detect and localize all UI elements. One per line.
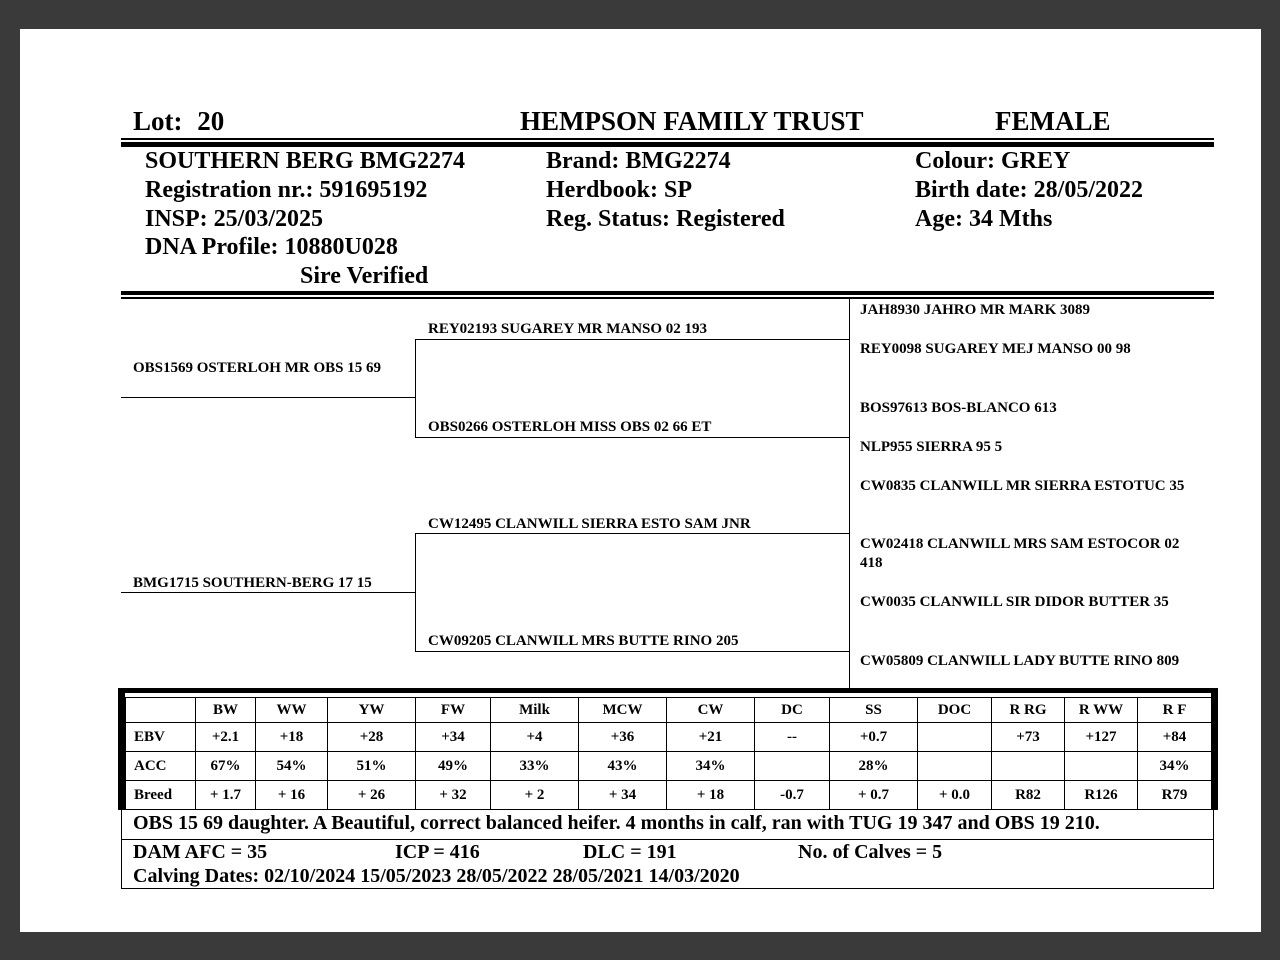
- pedigree-ggp-8: CW05809 CLANWILL LADY BUTTE RINO 809: [860, 653, 1180, 669]
- animal-name: SOUTHERN BERG BMG2274: [145, 148, 466, 174]
- ebv-cell: [755, 752, 830, 781]
- calving-dates: Calving Dates: 02/10/2024 15/05/2023 28/05/2022 28/05/2021 14/03/2020: [133, 865, 740, 887]
- ebv-table: [125, 697, 1212, 810]
- age: Age: 34 Mths: [915, 206, 1053, 232]
- breed-row: [126, 781, 1212, 810]
- ebv-cell: 28%: [830, 752, 918, 781]
- details-rule-bottom: [121, 297, 1214, 299]
- ebv-cell: + 0.0: [918, 781, 992, 810]
- dam-sire-line: [415, 533, 850, 534]
- ebv-col-header: DC: [755, 698, 830, 723]
- birth-date: Birth date: 28/05/2022: [915, 177, 1143, 203]
- pedigree-ggp-3: BOS97613 BOS-BLANCO 613: [860, 400, 1057, 416]
- ebv-row-label: EBV: [126, 723, 196, 752]
- ebv-cell: R79: [1138, 781, 1212, 810]
- ebv-cell: +2.1: [196, 723, 256, 752]
- pedigree-sire-sire: REY02193 SUGAREY MR MANSO 02 193: [428, 321, 708, 337]
- ebv-cell: +127: [1065, 723, 1138, 752]
- pedigree-dam-sire: CW12495 CLANWILL SIERRA ESTO SAM JNR: [428, 516, 751, 532]
- ebv-cell: + 2: [491, 781, 579, 810]
- ebv-cell: +4: [491, 723, 579, 752]
- ebv-cell: --: [755, 723, 830, 752]
- sire-verified: Sire Verified: [300, 263, 429, 289]
- ebv-cell: + 0.7: [830, 781, 918, 810]
- notes-box-right: [1213, 809, 1214, 889]
- ebv-col-header: FW: [416, 698, 491, 723]
- ebv-cell: 67%: [196, 752, 256, 781]
- dam-afc: DAM AFC = 35: [133, 841, 268, 863]
- header-rule-bottom: [121, 142, 1214, 147]
- ebv-col-header: SS: [830, 698, 918, 723]
- lot-label: [133, 106, 224, 137]
- pedigree-ggp-5: CW0835 CLANWILL MR SIERRA ESTOTUC 35: [860, 478, 1185, 494]
- pedigree-ggp-1: JAH8930 JAHRO MR MARK 3089: [860, 302, 1090, 318]
- ebv-cell: +34: [416, 723, 491, 752]
- dam-dam-line: [415, 651, 850, 652]
- details-rule-top: [121, 291, 1214, 295]
- ebv-row: [126, 723, 1212, 752]
- ebv-col-header: YW: [328, 698, 416, 723]
- pedigree-ggp-7: CW0035 CLANWILL SIR DIDOR BUTTER 35: [860, 594, 1169, 610]
- ebv-col-header: WW: [256, 698, 328, 723]
- pedigree-dam-dam: CW09205 CLANWILL MRS BUTTE RINO 205: [428, 633, 739, 649]
- ebv-header-row: [126, 698, 1212, 723]
- ebv-cell: R82: [992, 781, 1065, 810]
- notes-divider: [121, 839, 1214, 840]
- dam-bracket: [415, 533, 416, 651]
- colour: Colour: GREY: [915, 148, 1071, 174]
- pedigree-divider: [849, 299, 850, 689]
- ebv-cell: 51%: [328, 752, 416, 781]
- ebv-cell: +28: [328, 723, 416, 752]
- lot-label-text: Lot:: [133, 106, 183, 136]
- insp-date: INSP: 25/03/2025: [145, 206, 324, 232]
- ebv-col-header: CW: [667, 698, 755, 723]
- pedigree-ggp-4: NLP955 SIERRA 95 5: [860, 439, 1003, 455]
- ebv-cell: [992, 752, 1065, 781]
- sire-sire-line: [415, 339, 850, 340]
- sire-line: [121, 397, 416, 398]
- ebv-cell: R126: [1065, 781, 1138, 810]
- acc-row: [126, 752, 1212, 781]
- registration-number: Registration nr.: 591695192: [145, 177, 428, 203]
- ebv-cell: [1065, 752, 1138, 781]
- ebv-cell: +36: [579, 723, 667, 752]
- lot-number: 20: [197, 106, 225, 136]
- brand: Brand: BMG2274: [546, 148, 731, 174]
- sire-bracket: [415, 339, 416, 437]
- ebv-col-header: R RG: [992, 698, 1065, 723]
- notes-box-bottom: [121, 888, 1214, 889]
- ebv-cell: 33%: [491, 752, 579, 781]
- ebv-col-header: [126, 698, 196, 723]
- ebv-cell: + 16: [256, 781, 328, 810]
- ebv-col-header: BW: [196, 698, 256, 723]
- ebv-col-header: Milk: [491, 698, 579, 723]
- dna-profile: DNA Profile: 10880U028: [145, 234, 398, 260]
- ebv-cell: 34%: [1138, 752, 1212, 781]
- dlc: DLC = 191: [583, 841, 677, 863]
- pedigree-sire: OBS1569 OSTERLOH MR OBS 15 69: [133, 360, 381, 376]
- ebv-cell: +18: [256, 723, 328, 752]
- ebv-col-header: R F: [1138, 698, 1212, 723]
- header-rule-top: [121, 138, 1214, 140]
- sire-dam-line: [415, 437, 850, 438]
- ebv-cell: 43%: [579, 752, 667, 781]
- ebv-cell: +73: [992, 723, 1065, 752]
- trust-name: HEMPSON FAMILY TRUST: [520, 106, 864, 136]
- ebv-cell: +84: [1138, 723, 1212, 752]
- icp: ICP = 416: [395, 841, 480, 863]
- ebv-cell: [918, 752, 992, 781]
- ebv-cell: +0.7: [830, 723, 918, 752]
- pedigree-ggp-6: CW02418 CLANWILL MRS SAM ESTOCOR 02 418: [860, 536, 1180, 571]
- animal-comment: OBS 15 69 daughter. A Beautiful, correct balanced heifer. 4 months in calf, ran with TUG 19 347 and OBS 19 210.: [133, 812, 1100, 834]
- ebv-cell: + 26: [328, 781, 416, 810]
- ebv-cell: + 18: [667, 781, 755, 810]
- ebv-col-header: R WW: [1065, 698, 1138, 723]
- pedigree-ggp-2: REY0098 SUGAREY MEJ MANSO 00 98: [860, 341, 1131, 357]
- ebv-cell: -0.7: [755, 781, 830, 810]
- notes-box-left: [121, 809, 122, 889]
- pedigree-dam: BMG1715 SOUTHERN-BERG 17 15: [133, 575, 372, 591]
- ebv-cell: 34%: [667, 752, 755, 781]
- ebv-cell: + 34: [579, 781, 667, 810]
- sex-label: FEMALE: [995, 106, 1111, 136]
- registration-status: Reg. Status: Registered: [546, 206, 785, 232]
- notes-box-top: [121, 809, 1214, 810]
- dam-line: [121, 592, 416, 593]
- ebv-col-header: MCW: [579, 698, 667, 723]
- ebv-cell: 54%: [256, 752, 328, 781]
- ebv-cell: 49%: [416, 752, 491, 781]
- ebv-row-label: Breed: [126, 781, 196, 810]
- ebv-col-header: DOC: [918, 698, 992, 723]
- pedigree-sire-dam: OBS0266 OSTERLOH MISS OBS 02 66 ET: [428, 419, 712, 435]
- ebv-row-label: ACC: [126, 752, 196, 781]
- ebv-cell: [918, 723, 992, 752]
- ebv-cell: +21: [667, 723, 755, 752]
- herdbook: Herdbook: SP: [546, 177, 693, 203]
- ebv-cell: + 1.7: [196, 781, 256, 810]
- ebv-cell: + 32: [416, 781, 491, 810]
- number-of-calves: No. of Calves = 5: [798, 841, 943, 863]
